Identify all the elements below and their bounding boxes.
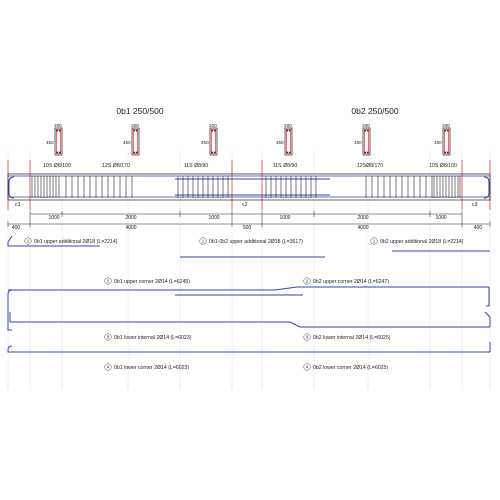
bar-number: 4 bbox=[305, 364, 309, 370]
bar-label: 0b1 lower internal 2Ø14 (L=6023) bbox=[114, 335, 192, 341]
stirrup-label: 12S Ø8/170 bbox=[102, 163, 130, 169]
column-lines bbox=[8, 160, 490, 210]
dimension-label: 1000 bbox=[48, 215, 60, 221]
dimension-label: 400 bbox=[473, 225, 483, 231]
section-height-label: 450 bbox=[46, 140, 54, 145]
column-label-c3: c3 bbox=[472, 202, 478, 208]
bar-number: 2 bbox=[106, 278, 110, 284]
dimension-label: 2000 bbox=[125, 215, 137, 221]
bar-number: 1 bbox=[201, 238, 205, 244]
stirrup-label: 12SØ8/170 bbox=[356, 163, 384, 169]
bar-label: 0b2 upper corner 2Ø14 (L=6247) bbox=[313, 279, 389, 285]
stirrup-label: 10S Ø8/100 bbox=[43, 163, 71, 169]
bar-label: 0b2 lower corner 2Ø14 (L=6025) bbox=[313, 365, 389, 371]
section-width-label: 200 bbox=[284, 123, 292, 128]
bar-number: 3 bbox=[305, 334, 309, 340]
dimension-label: 4000 bbox=[357, 225, 369, 231]
column-label-c2: c2 bbox=[242, 202, 248, 208]
section-1 bbox=[123, 123, 139, 155]
stirrup-label: 11S Ø8/90 bbox=[183, 163, 209, 169]
bar-label: 0b1 upper additional 2Ø18 (L=2214) bbox=[34, 239, 118, 245]
rebar-shapes bbox=[8, 236, 490, 352]
bar-number: 1 bbox=[372, 238, 376, 244]
bar-number: 1 bbox=[26, 238, 30, 244]
dimension-label: 400 bbox=[11, 225, 21, 231]
section-width-label: 200 bbox=[131, 123, 139, 128]
section-height-label: 450 bbox=[201, 140, 209, 145]
bar-number: 3 bbox=[106, 334, 110, 340]
section-5 bbox=[434, 123, 450, 155]
bar-number: 2 bbox=[305, 278, 309, 284]
beam-elevation bbox=[8, 174, 490, 200]
section-height-label: 450 bbox=[123, 140, 131, 145]
section-0 bbox=[46, 123, 62, 155]
bar-label: 0b1 upper corner 2Ø14 (L=6245) bbox=[114, 279, 190, 285]
beam-title-0b1: 0b1 250/500 bbox=[116, 106, 164, 116]
bar-label: 0b1-0b2 upper additional 2Ø18 (L=3617) bbox=[209, 239, 303, 245]
bar-number: 4 bbox=[106, 364, 110, 370]
bar-label: 0b2 upper additional 2Ø18 (L=2214) bbox=[380, 239, 464, 245]
dimension-label: 1000 bbox=[279, 215, 291, 221]
section-3 bbox=[276, 123, 292, 155]
dimension-label: 4000 bbox=[125, 225, 137, 231]
axis-ticks bbox=[7, 385, 490, 386]
grid-lines bbox=[8, 150, 490, 390]
section-width-label: 200 bbox=[442, 123, 450, 128]
dimension-label: 1000 bbox=[208, 215, 220, 221]
section-height-label: 450 bbox=[354, 140, 362, 145]
bar-label: 0b1 lower corner 2Ø14 (L=6023) bbox=[114, 365, 190, 371]
beam-title-0b2: 0b2 250/500 bbox=[351, 106, 399, 116]
section-height-label: 450 bbox=[276, 140, 284, 145]
bar-markers bbox=[25, 238, 378, 371]
bar-label: 0b2 lower internal 2Ø14 (L=6025) bbox=[313, 335, 391, 341]
dimension-label: 500 bbox=[242, 225, 252, 231]
dimension-label: 2000 bbox=[357, 215, 369, 221]
section-height-label: 450 bbox=[434, 140, 442, 145]
column-label-c1: c1 bbox=[15, 202, 21, 208]
stirrup-label: 10S Ø8/100 bbox=[429, 163, 457, 169]
section-width-label: 200 bbox=[209, 123, 217, 128]
section-width-label: 200 bbox=[362, 123, 370, 128]
stirrup-label: 11S Ø8/90 bbox=[272, 163, 298, 169]
section-width-label: 200 bbox=[54, 123, 62, 128]
dimension-label: 1000 bbox=[435, 215, 447, 221]
section-2 bbox=[201, 123, 217, 155]
